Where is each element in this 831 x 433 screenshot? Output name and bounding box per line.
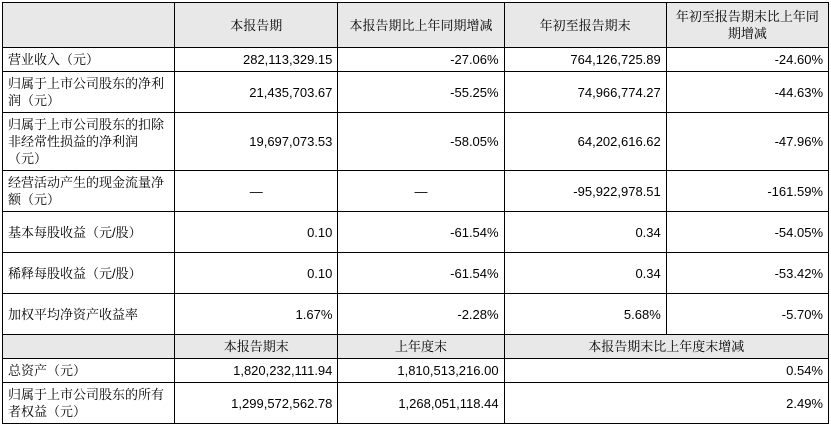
cell-cashflow-ytd-yoy: -161.59% [666,171,828,212]
cell-diluted-eps-current-yoy: -61.54% [338,253,504,294]
cell-basic-eps-current-yoy: -61.54% [338,212,504,253]
financial-highlights-sheet [0,2,831,433]
row-label-net-profit-deducted: 归属于上市公司股东的扣除非经常性损益的净利润（元） [3,113,175,171]
header-empty-cell [3,3,175,48]
header-cell-current-period-yoy: 本报告期比上年同期增减 [338,3,504,48]
cell-total-assets-change-pad [504,359,666,383]
header2-cell-last-year-end: 上年度末 [338,335,504,359]
cell-net-profit-ytd-yoy: -44.63% [666,72,828,113]
cell-equity-period-end: 1,299,572,562.78 [175,383,338,424]
cell-net-profit-ytd: 74,966,774.27 [504,72,666,113]
header2-empty-cell [3,335,175,359]
table-row [3,113,829,171]
cell-roe-ytd: 5.68% [504,294,666,335]
cell-basic-eps-ytd: 0.34 [504,212,666,253]
table-row [3,171,829,212]
row-label-total-assets: 总资产（元） [3,359,175,383]
cell-diluted-eps-current: 0.10 [175,253,338,294]
cell-net-profit-current-yoy: -55.25% [338,72,504,113]
row-label-net-profit: 归属于上市公司股东的净利润（元） [3,72,175,113]
cell-basic-eps-current: 0.10 [175,212,338,253]
header2-cell-period-end: 本报告期末 [175,335,338,359]
table-header-row-2 [3,335,829,359]
cell-deducted-ytd: 64,202,616.62 [504,113,666,171]
cell-deducted-ytd-yoy: -47.96% [666,113,828,171]
cell-roe-current: 1.67% [175,294,338,335]
table-row [3,212,829,253]
table-row [3,48,829,72]
table-header-row-1 [3,3,829,48]
header-cell-current-period: 本报告期 [175,3,338,48]
cell-deducted-current: 19,697,073.53 [175,113,338,171]
cell-revenue-current: 282,113,329.15 [175,48,338,72]
row-label-weighted-roe: 加权平均净资产收益率 [3,294,175,335]
table-row [3,72,829,113]
cell-roe-current-yoy: -2.28% [338,294,504,335]
table-row [3,383,829,424]
cell-equity-last-year-end: 1,268,051,118.44 [338,383,504,424]
row-label-revenue: 营业收入（元） [3,48,175,72]
header2-cell-change: 本报告期末比上年度末增减 [504,335,828,359]
cell-roe-ytd-yoy: -5.70% [666,294,828,335]
table-row [3,359,829,383]
cell-diluted-eps-ytd: 0.34 [504,253,666,294]
row-label-diluted-eps: 稀释每股收益（元/股） [3,253,175,294]
cell-cashflow-current: — [175,171,338,212]
cell-equity-change-pad [504,383,666,424]
cell-revenue-ytd-yoy: -24.60% [666,48,828,72]
cell-cashflow-ytd: -95,922,978.51 [504,171,666,212]
cell-total-assets-change: 0.54% [666,359,828,383]
cell-total-assets-last-year-end: 1,810,513,216.00 [338,359,504,383]
cell-equity-change: 2.49% [666,383,828,424]
cell-revenue-ytd: 764,126,725.89 [504,48,666,72]
cell-revenue-current-yoy: -27.06% [338,48,504,72]
cell-cashflow-current-yoy: — [338,171,504,212]
cell-net-profit-current: 21,435,703.67 [175,72,338,113]
header-cell-ytd: 年初至报告期末 [504,3,666,48]
table-row [3,294,829,335]
cell-total-assets-period-end: 1,820,232,111.94 [175,359,338,383]
row-label-basic-eps: 基本每股收益（元/股） [3,212,175,253]
header-cell-ytd-yoy: 年初至报告期末比上年同期增减 [666,3,828,48]
row-label-equity: 归属于上市公司股东的所有者权益（元） [3,383,175,424]
cell-deducted-current-yoy: -58.05% [338,113,504,171]
cell-diluted-eps-ytd-yoy: -53.42% [666,253,828,294]
financial-highlights-table [2,2,829,424]
row-label-operating-cashflow: 经营活动产生的现金流量净额（元） [3,171,175,212]
cell-basic-eps-ytd-yoy: -54.05% [666,212,828,253]
table-row [3,253,829,294]
